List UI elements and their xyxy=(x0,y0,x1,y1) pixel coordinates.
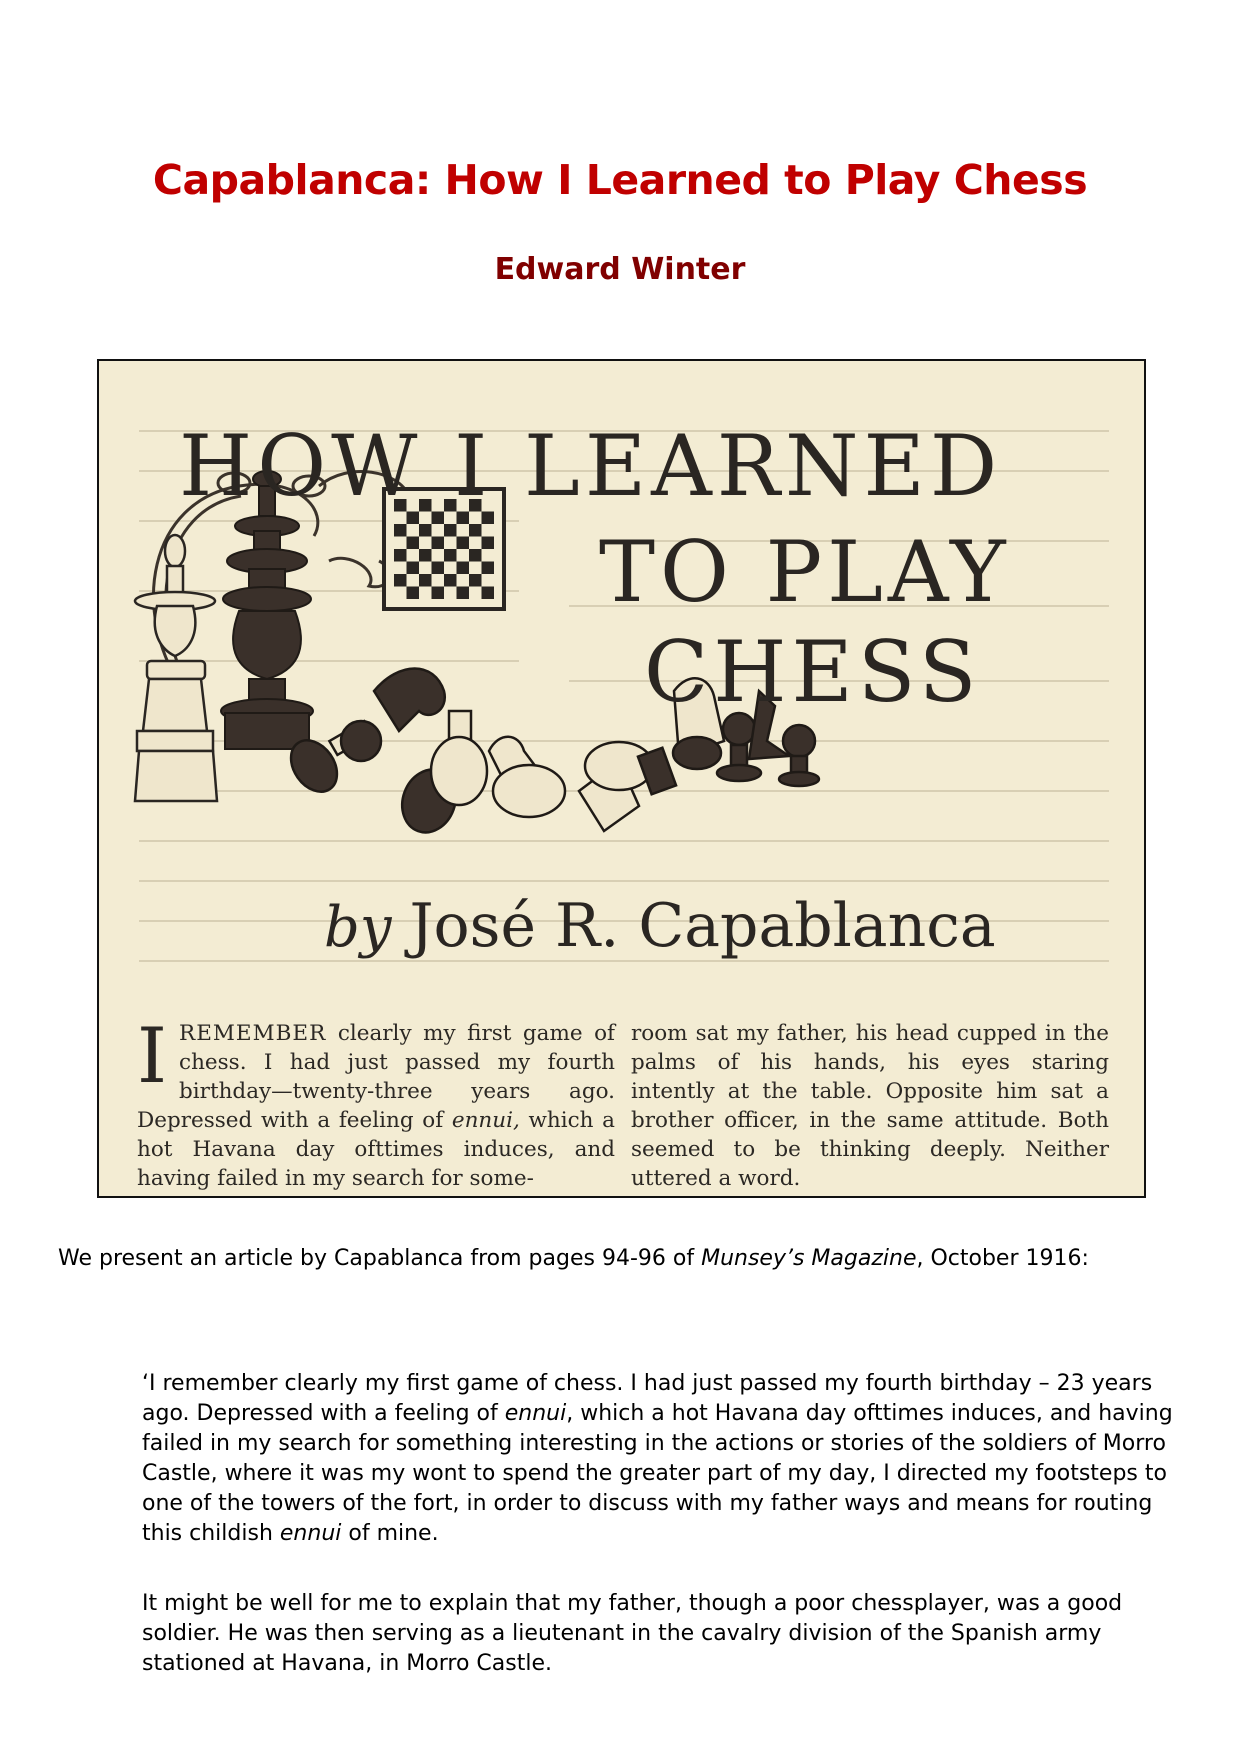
intro-text: , October 1916: xyxy=(916,1246,1089,1271)
italic-word: ennui, xyxy=(451,1108,520,1133)
quote-paragraph-2: It might be well for me to explain that my father, though a poor chessplayer, was a good soldier. He was then serving as a lieutenant in the cavalry division of the Spanish army stationed at Havana, in Morro Castle. xyxy=(142,1591,1123,1676)
byline-by: by xyxy=(324,895,392,960)
magazine-name: Munsey’s Magazine xyxy=(701,1246,917,1271)
italic-word: ennui xyxy=(279,1521,342,1546)
page-title: Capablanca: How I Learned to Play Chess xyxy=(152,156,1088,204)
clipping-byline xyxy=(324,891,996,961)
intro-text: We present an article by Capablanca from pages 94-96 of xyxy=(58,1246,702,1271)
column-text: which a hot Havana day ofttimes induces, and having failed in my search for some- xyxy=(137,1108,615,1191)
clipping-title-line1: HOW I LEARNED xyxy=(179,417,1003,515)
drop-cap: I xyxy=(137,1011,168,1100)
byline-name: José R. Capablanca xyxy=(409,891,996,961)
intro-paragraph xyxy=(58,1244,1178,1274)
quote-text: , which a hot Havana day ofttimes induces, and having failed in my search for something interesting in the actions or stories of the soldiers of Morro Castle, where it was my wont to spend the greater part of my day, I directed my footsteps to one of the towers of the fort, in order to discuss with my father ways and means for routing this childish xyxy=(142,1401,1173,1546)
italic-word: ennui xyxy=(504,1401,567,1426)
column-text: clearly my first game of chess. I had just passed my fourth birthday—twenty-three years ago. Depressed with a feeling of xyxy=(137,1021,615,1133)
quote-paragraph-1 xyxy=(142,1369,1182,1549)
clipping-column-left xyxy=(137,1011,615,1193)
quote-text: of mine. xyxy=(341,1521,439,1546)
smallcaps-word: REMEMBER xyxy=(179,1021,327,1046)
quote-text: ‘I remember clearly my first game of chess. I had just passed my fourth birthday – 23 years ago. Depressed with a feeling of xyxy=(142,1371,1153,1426)
magazine-clipping-image xyxy=(97,359,1146,1198)
clipping-column-right: room sat my father, his head cupped in the palms of his hands, his eyes staring intently at the table. Opposite him sat a brother officer, in the same attitude. Both seemed to be thinking deeply. Neither uttered a word. xyxy=(631,1021,1109,1191)
clipping-title-line2: TO PLAY xyxy=(599,523,1011,621)
author-name: Edward Winter xyxy=(494,252,746,287)
clipping-title-line3: CHESS xyxy=(644,623,982,721)
